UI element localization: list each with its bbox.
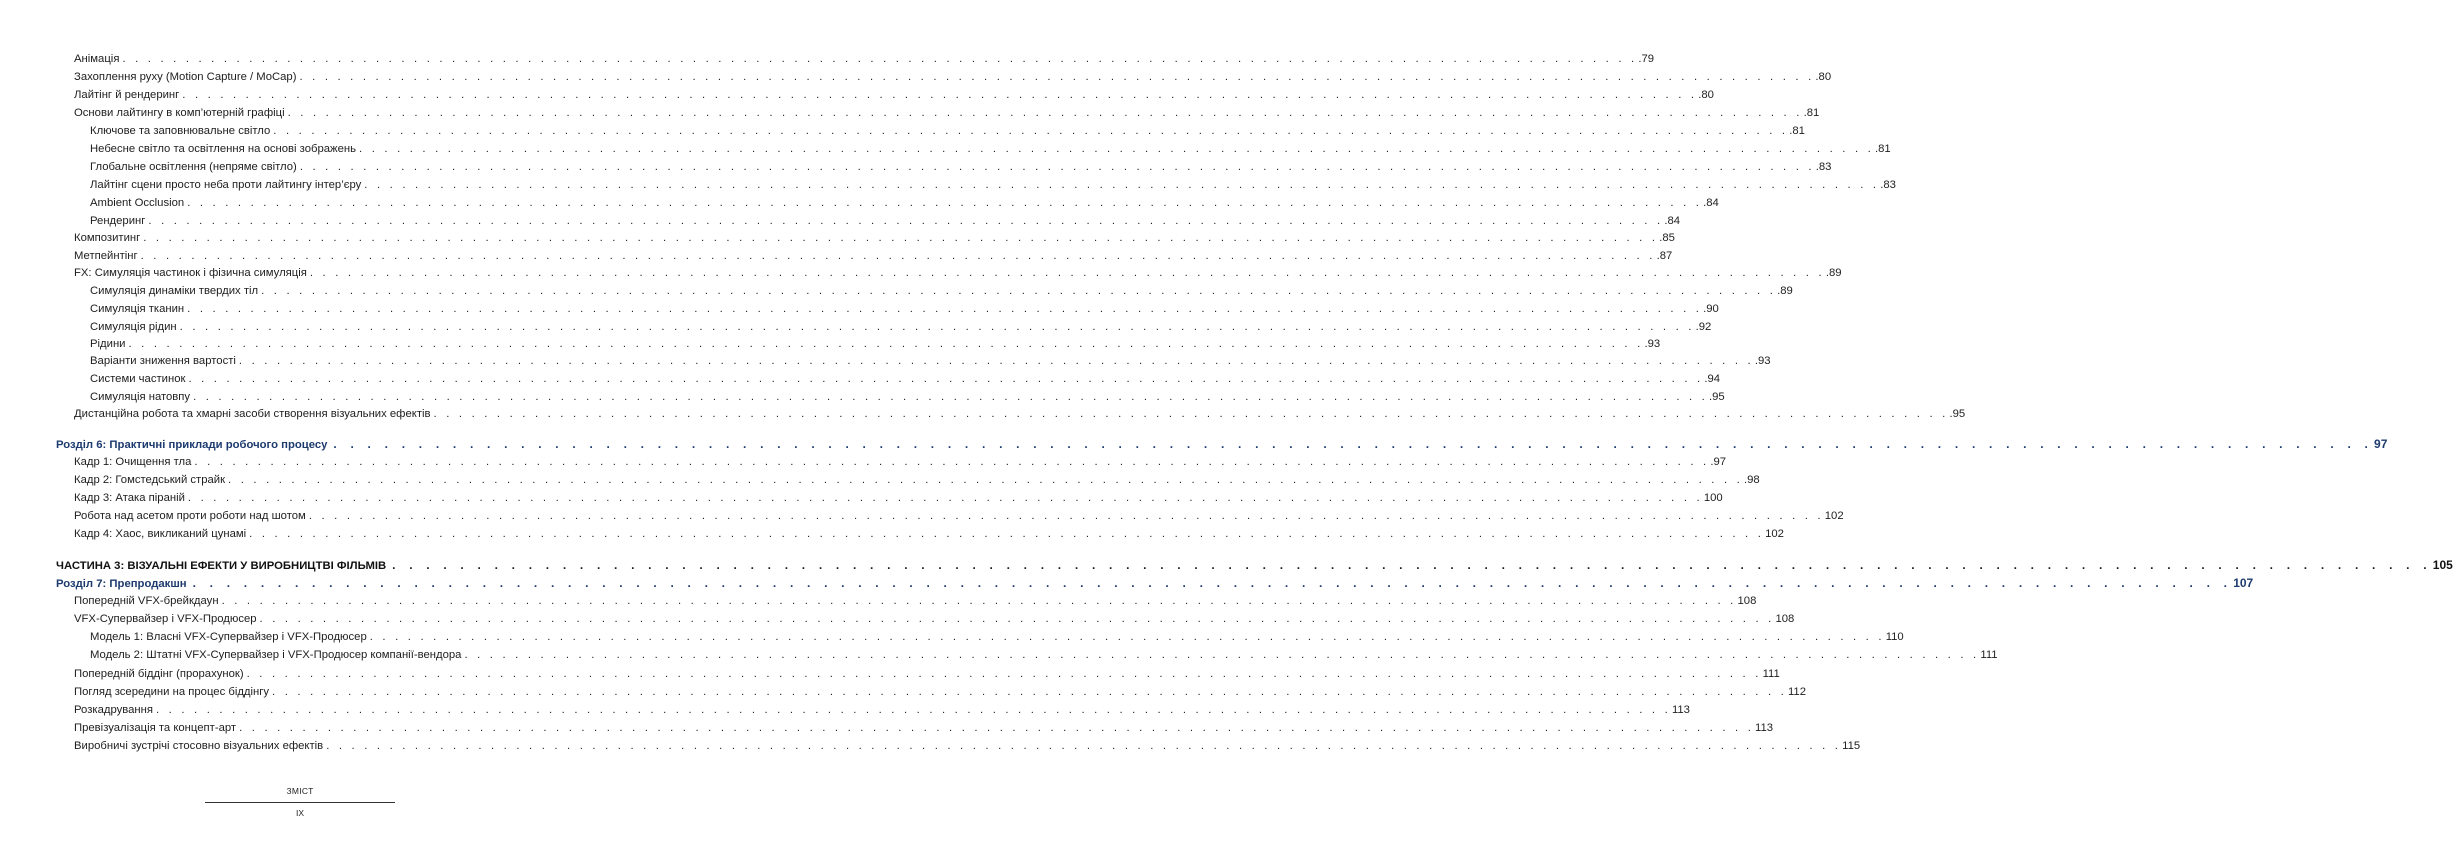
toc-entry-title: Виробничі зустрічі стосовно візуальних ефектів xyxy=(74,740,324,752)
toc-page-number: .81 xyxy=(1874,143,1891,155)
dot-leader: . . . . . . . . . . . . . . . . . . . . . . . . . . . . . . . . . . . . . . . . . . . . . . . . . . . . . . . . . . . . . . . . . . . . . . . . . . . . . . . . . . . . . . . . . . . . . . . . . . . . . . . . . . . . . . . . . . . . . . . . xyxy=(187,197,1703,209)
toc-entry xyxy=(74,407,1966,422)
toc-page-number: .98 xyxy=(1743,474,1760,486)
dot-leader: . . . . . . . . . . . . . . . . . . . . . . . . . . . . . . . . . . . . . . . . . . . . . . . . . . . . . . . . . . . . . . . . . . . . . . . . . . . . . . . . . . . . . . . . . . . . . . . . . . . . . . . . . . . . . . . . . . . . . . . . xyxy=(392,558,2432,572)
toc-entry xyxy=(74,473,1760,488)
dot-leader: . . . . . . . . . . . . . . . . . . . . . . . . . . . . . . . . . . . . . . . . . . . . . . . . . . . . . . . . . . . . . . . . . . . . . . . . . . . . . . . . . . . . . . . . . . . . . . . . . . . . . . . . . . . . . . . . . . . . . . . . xyxy=(128,338,1644,350)
toc-page-number: 113 xyxy=(1671,704,1690,716)
toc-entry-title: Дистанційна робота та хмарні засоби створення візуальних ефектів xyxy=(74,408,431,420)
toc-page-number: 111 xyxy=(1762,668,1780,680)
dot-leader: . . . . . . . . . . . . . . . . . . . . . . . . . . . . . . . . . . . . . . . . . . . . . . . . . . . . . . . . . . . . . . . . . . . . . . . . . . . . . . . . . . . . . . . . . . . . . . . . . . . . . . . . . . . . . . . . . . . . . . . . xyxy=(238,355,1754,367)
dot-leader: . . . . . . . . . . . . . . . . . . . . . . . . . . . . . . . . . . . . . . . . . . . . . . . . . . . . . . . . . . . . . . . . . . . . . . . . . . . . . . . . . . . . . . . . . . . . . . . . . . . . . . . . . . . . . . . . . . . . . . . . xyxy=(299,161,1815,173)
toc-page-number: .81 xyxy=(1803,107,1820,119)
toc-page-number: .81 xyxy=(1789,125,1805,137)
toc-entry-title: Попередній біддінг (прорахунок) xyxy=(74,668,244,680)
toc-entry-title: Модель 2: Штатні VFX-Супервайзер і VFX-Продюсер компанії-вендора xyxy=(90,649,462,661)
toc-page-number: 108 xyxy=(1775,613,1795,625)
toc-entry xyxy=(90,214,1681,229)
toc-entry xyxy=(74,703,1690,718)
dot-leader: . . . . . . . . . . . . . . . . . . . . . . . . . . . . . . . . . . . . . . . . . . . . . . . . . . . . . . . . . . . . . . . . . . . . . . . . . . . . . . . . . . . . . . . . . . . . . . . . . . . . . . . . . . . . . . . . . . . . . . . . xyxy=(309,267,1825,279)
toc-entry xyxy=(90,124,1805,139)
toc-page-number: 113 xyxy=(1755,722,1774,734)
toc-entry-title: Метпейнтінг xyxy=(74,250,138,262)
toc-entry xyxy=(90,178,1896,193)
toc-page-number: .87 xyxy=(1656,250,1673,262)
toc-entry-title: Кадр 2: Гомстедський страйк xyxy=(74,474,226,486)
toc-entry xyxy=(74,491,1723,506)
toc-entry-title: ЧАСТИНА 3: ВІЗУАЛЬНІ ЕФЕКТИ У ВИРОБНИЦТВІ ФІЛЬМІВ xyxy=(56,560,387,572)
dot-leader: . . . . . . . . . . . . . . . . . . . . . . . . . . . . . . . . . . . . . . . . . . . . . . . . . . . . . . . . . . . . . . . . . . . . . . . . . . . . . . . . . . . . . . . . . . . . . . . . . . . . . . . . . . . . . . . . . . . . . . . . xyxy=(228,474,1743,486)
dot-leader: . . . . . . . . . . . . . . . . . . . . . . . . . . . . . . . . . . . . . . . . . . . . . . . . . . . . . . . . . . . . . . . . . . . . . . . . . . . . . . . . . . . . . . . . . . . . . . . . . . . . . . . . . . . . . . . . . . . . . . . . xyxy=(148,215,1664,227)
toc-entry xyxy=(74,721,1774,736)
toc-entry-title: Ambient Occlusion xyxy=(90,197,185,209)
toc-entry-title: Симуляція рідин xyxy=(90,321,177,333)
toc-entry-title: Рідини xyxy=(90,338,126,350)
dot-leader: . . . . . . . . . . . . . . . . . . . . . . . . . . . . . . . . . . . . . . . . . . . . . . . . . . . . . . . . . . . . . . . . . . . . . . . . . . . . . . . . . . . . . . . . . . . . . . . . . . . . . . . . . . . . . . . . . . . . . . . . xyxy=(326,740,1842,752)
toc-entry-title: Розділ 6: Практичні приклади робочого процесу xyxy=(56,439,328,451)
toc-entry-title: Захоплення руху (Motion Capture / MoCap) xyxy=(74,71,297,83)
dot-leader: . . . . . . . . . . . . . . . . . . . . . . . . . . . . . . . . . . . . . . . . . . . . . . . . . . . . . . . . . . . . . . . . . . . . . . . . . . . . . . . . . . . . . . . . . . . . . . . . . . . . . . . . . . . . . . . . . . . . . . . . xyxy=(272,686,1787,698)
toc-entry-title: Основи лайтингу в комп’ютерній графіці xyxy=(74,107,285,119)
toc-entry xyxy=(90,337,1661,352)
toc-entry xyxy=(74,612,1795,627)
toc-entry-title: Рендеринг xyxy=(90,215,146,227)
toc-page-number: 107 xyxy=(2233,576,2254,590)
folio-page-number: IX xyxy=(295,808,305,818)
toc-page-number: .84 xyxy=(1664,215,1681,227)
dot-leader: . . . . . . . . . . . . . . . . . . . . . . . . . . . . . . . . . . . . . . . . . . . . . . . . . . . . . . . . . . . . . . . . . . . . . . . . . . . . . . . . . . . . . . . . . . . . . . . . . . . . . . . . . . . . . . . . . . . . . . . . xyxy=(364,179,1880,191)
toc-page-number: 97 xyxy=(2374,437,2388,451)
toc-entry xyxy=(90,390,1725,405)
toc-page-number: .92 xyxy=(1695,321,1712,333)
toc-entry-title: Симуляція натовпу xyxy=(90,391,191,403)
toc-page-number: .95 xyxy=(1709,391,1725,403)
toc-page-number: 111 xyxy=(1980,649,1998,661)
dot-leader: . . . . . . . . . . . . . . . . . . . . . . . . . . . . . . . . . . . . . . . . . . . . . . . . . . . . . . . . . . . . . . . . . . . . . . . . . . . . . . . . . . . . . . . . . . . . . . . . . . . . . . . . . . . . . . . . . . . . . . . . xyxy=(140,250,1656,262)
toc-page-number: 102 xyxy=(1824,510,1844,522)
toc-page-number: 115 xyxy=(1842,740,1861,752)
toc-entry-title: Кадр 1: Очищення тла xyxy=(74,456,192,468)
dot-leader: . . . . . . . . . . . . . . . . . . . . . . . . . . . . . . . . . . . . . . . . . . . . . . . . . . . . . . . . . . . . . . . . . . . . . . . . . . . . . . . . . . . . . . . . . . . . . . . . . . . . . . . . . . . . . . . . . . . . . . . . xyxy=(188,373,1704,385)
toc-entry xyxy=(74,52,1655,67)
toc-page-number: .85 xyxy=(1659,232,1675,244)
toc-entry-title: Варіанти зниження вартості xyxy=(90,355,236,367)
toc-page-number: 100 xyxy=(1703,492,1723,504)
toc-page-number: .83 xyxy=(1880,179,1896,191)
toc-entry-title: Попередній VFX-брейкдаун xyxy=(74,595,219,607)
toc-page-number: 110 xyxy=(1885,631,1904,643)
toc-page-number: .93 xyxy=(1754,355,1771,367)
toc-entry-title: Лайтінг сцени просто неба проти лайтингу інтер’єру xyxy=(90,179,362,191)
toc-entry-title: Системи частинок xyxy=(90,373,186,385)
toc-entry-title: Кадр 3: Атака піраній xyxy=(74,492,185,504)
dot-leader: . . . . . . . . . . . . . . . . . . . . . . . . . . . . . . . . . . . . . . . . . . . . . . . . . . . . . . . . . . . . . . . . . . . . . . . . . . . . . . . . . . . . . . . . . . . . . . . . . . . . . . . . . . . . . . . . . . . . . . . . xyxy=(221,595,1737,607)
dot-leader: . . . . . . . . . . . . . . . . . . . . . . . . . . . . . . . . . . . . . . . . . . . . . . . . . . . . . . . . . . . . . . . . . . . . . . . . . . . . . . . . . . . . . . . . . . . . . . . . . . . . . . . . . . . . . . . . . . . . . . . . xyxy=(239,722,1755,734)
dot-leader: . . . . . . . . . . . . . . . . . . . . . . . . . . . . . . . . . . . . . . . . . . . . . . . . . . . . . . . . . . . . . . . . . . . . . . . . . . . . . . . . . . . . . . . . . . . . . . . . . . . . . . . . . . . . . . . . . . . . . . . . xyxy=(246,668,1762,680)
dot-leader: . . . . . . . . . . . . . . . . . . . . . . . . . . . . . . . . . . . . . . . . . . . . . . . . . . . . . . . . . . . . . . . . . . . . . . . . . . . . . . . . . . . . . . . . . . . . . . . . . . . . . . . . . . . . . . . . . . . . . . . . xyxy=(464,649,1980,661)
toc-entry xyxy=(90,142,1891,157)
toc-entry-title: Кадр 4: Хаос, викликаний цунамі xyxy=(74,528,247,540)
toc-page-number: 102 xyxy=(1765,528,1784,540)
toc-page-number: .89 xyxy=(1777,285,1793,297)
dot-leader: . . . . . . . . . . . . . . . . . . . . . . . . . . . . . . . . . . . . . . . . . . . . . . . . . . . . . . . . . . . . . . . . . . . . . . . . . . . . . . . . . . . . . . . . . . . . . . . . . . . . . . . . . . . . . . . . . . . . . . . . xyxy=(187,303,1703,315)
dot-leader: . . . . . . . . . . . . . . . . . . . . . . . . . . . . . . . . . . . . . . . . . . . . . . . . . . . . . . . . . . . . . . . . . . . . . . . . . . . . . . . . . . . . . . . . . . . . . . . . . . . . . . . . . . . . . . . . . . . . . . . . xyxy=(122,53,1638,65)
dot-leader: . . . . . . . . . . . . . . . . . . . . . . . . . . . . . . . . . . . . . . . . . . . . . . . . . . . . . . . . . . . . . . . . . . . . . . . . . . . . . . . . . . . . . . . . . . . . . . . . . . . . . . . . . . . . . . . . . . . . . . . . xyxy=(369,631,1885,643)
toc-entry xyxy=(74,266,1842,281)
toc-entry-title: Симуляція тканин xyxy=(90,303,185,315)
dot-leader: . . . . . . . . . . . . . . . . . . . . . . . . . . . . . . . . . . . . . . . . . . . . . . . . . . . . . . . . . . . . . . . . . . . . . . . . . . . . . . . . . . . . . . . . . . . . . . . . . . . . . . . . . . . . . . . . . . . . . . . . xyxy=(273,125,1789,137)
toc-entry xyxy=(90,630,1904,645)
toc-entry xyxy=(90,372,1721,387)
toc-entry-title: Погляд зсередини на процес біддінгу xyxy=(74,686,270,698)
toc-page-number: .80 xyxy=(1698,89,1714,101)
toc-page-number: .83 xyxy=(1815,161,1832,173)
toc-page-number: 112 xyxy=(1787,686,1806,698)
dot-leader: . . . . . . . . . . . . . . . . . . . . . . . . . . . . . . . . . . . . . . . . . . . . . . . . . . . . . . . . . . . . . . . . . . . . . . . . . . . . . . . . . . . . . . . . . . . . . . . . . . . . . . . . . . . . . . . . . . . . . . . . xyxy=(193,391,1709,403)
toc-entry-title: FX: Симуляція частинок і фізична симуляція xyxy=(74,267,307,279)
toc-chapter-heading xyxy=(56,437,2388,453)
toc-entry xyxy=(74,455,1727,470)
dot-leader: . . . . . . . . . . . . . . . . . . . . . . . . . . . . . . . . . . . . . . . . . . . . . . . . . . . . . . . . . . . . . . . . . . . . . . . . . . . . . . . . . . . . . . . . . . . . . . . . . . . . . . . . . . . . . . . . . . . . . . . . xyxy=(259,613,1775,625)
toc-entry-title: Превізуалізація та концепт-арт xyxy=(74,722,237,734)
toc-page-number: .89 xyxy=(1825,267,1842,279)
toc-entry xyxy=(74,594,1757,609)
footer-divider xyxy=(205,802,395,803)
toc-page-number: .90 xyxy=(1703,303,1719,315)
dot-leader: . . . . . . . . . . . . . . . . . . . . . . . . . . . . . . . . . . . . . . . . . . . . . . . . . . . . . . . . . . . . . . . . . . . . . . . . . . . . . . . . . . . . . . . . . . . . . . . . . . . . . . . . . . . . . . . . . . . . . . . . xyxy=(299,71,1815,83)
toc-entry xyxy=(90,320,1712,335)
toc-entry xyxy=(90,354,1771,369)
toc-entry xyxy=(74,667,1780,682)
dot-leader: . . . . . . . . . . . . . . . . . . . . . . . . . . . . . . . . . . . . . . . . . . . . . . . . . . . . . . . . . . . . . . . . . . . . . . . . . . . . . . . . . . . . . . . . . . . . . . . . . . . . . . . . . . . . . . . . . . . . . . . . xyxy=(333,437,2374,451)
toc-entry-title: Модель 1: Власні VFX-Супервайзер і VFX-Продюсер xyxy=(90,631,367,643)
toc-entry xyxy=(74,106,1820,121)
dot-leader: . . . . . . . . . . . . . . . . . . . . . . . . . . . . . . . . . . . . . . . . . . . . . . . . . . . . . . . . . . . . . . . . . . . . . . . . . . . . . . . . . . . . . . . . . . . . . . . . . . . . . . . . . . . . . . . . . . . . . . . . xyxy=(249,528,1765,540)
toc-entry xyxy=(74,527,1784,542)
toc-entry-title: Анімація xyxy=(74,53,120,65)
toc-entry xyxy=(74,231,1675,246)
toc-entry xyxy=(90,160,1832,175)
toc-entry xyxy=(74,249,1673,264)
toc-entry-title: Розкадрування xyxy=(74,704,153,716)
toc-entry xyxy=(74,685,1806,700)
toc-entry-title: Ключове та заповнювальне світло xyxy=(90,125,271,137)
running-footer-title: ЗМІСТ xyxy=(286,786,314,796)
dot-leader: . . . . . . . . . . . . . . . . . . . . . . . . . . . . . . . . . . . . . . . . . . . . . . . . . . . . . . . . . . . . . . . . . . . . . . . . . . . . . . . . . . . . . . . . . . . . . . . . . . . . . . . . . . . . . . . . . . . . . . . . xyxy=(192,576,2233,590)
dot-leader: . . . . . . . . . . . . . . . . . . . . . . . . . . . . . . . . . . . . . . . . . . . . . . . . . . . . . . . . . . . . . . . . . . . . . . . . . . . . . . . . . . . . . . . . . . . . . . . . . . . . . . . . . . . . . . . . . . . . . . . . xyxy=(308,510,1824,522)
toc-entry-title: Розділ 7: Препродакшн xyxy=(56,578,187,590)
toc-entry-title: Лайтінг й рендеринг xyxy=(74,89,180,101)
toc-entry-title: Композитинг xyxy=(74,232,141,244)
dot-leader: . . . . . . . . . . . . . . . . . . . . . . . . . . . . . . . . . . . . . . . . . . . . . . . . . . . . . . . . . . . . . . . . . . . . . . . . . . . . . . . . . . . . . . . . . . . . . . . . . . . . . . . . . . . . . . . . . . . . . . . . xyxy=(287,107,1803,119)
toc-entry-title: Робота над асетом проти роботи над шотом xyxy=(74,510,306,522)
dot-leader: . . . . . . . . . . . . . . . . . . . . . . . . . . . . . . . . . . . . . . . . . . . . . . . . . . . . . . . . . . . . . . . . . . . . . . . . . . . . . . . . . . . . . . . . . . . . . . . . . . . . . . . . . . . . . . . . . . . . . . . . xyxy=(433,408,1949,420)
toc-page-number: 108 xyxy=(1737,595,1757,607)
dot-leader: . . . . . . . . . . . . . . . . . . . . . . . . . . . . . . . . . . . . . . . . . . . . . . . . . . . . . . . . . . . . . . . . . . . . . . . . . . . . . . . . . . . . . . . . . . . . . . . . . . . . . . . . . . . . . . . . . . . . . . . . xyxy=(359,143,1874,155)
toc-entry xyxy=(74,88,1714,103)
dot-leader: . . . . . . . . . . . . . . . . . . . . . . . . . . . . . . . . . . . . . . . . . . . . . . . . . . . . . . . . . . . . . . . . . . . . . . . . . . . . . . . . . . . . . . . . . . . . . . . . . . . . . . . . . . . . . . . . . . . . . . . . xyxy=(261,285,1777,297)
dot-leader: . . . . . . . . . . . . . . . . . . . . . . . . . . . . . . . . . . . . . . . . . . . . . . . . . . . . . . . . . . . . . . . . . . . . . . . . . . . . . . . . . . . . . . . . . . . . . . . . . . . . . . . . . . . . . . . . . . . . . . . . xyxy=(187,492,1703,504)
dot-leader: . . . . . . . . . . . . . . . . . . . . . . . . . . . . . . . . . . . . . . . . . . . . . . . . . . . . . . . . . . . . . . . . . . . . . . . . . . . . . . . . . . . . . . . . . . . . . . . . . . . . . . . . . . . . . . . . . . . . . . . . xyxy=(182,89,1698,101)
toc-page-number: .94 xyxy=(1704,373,1721,385)
toc-page-number: .95 xyxy=(1949,408,1966,420)
toc-entry-title: Симуляція динаміки твердих тіл xyxy=(90,285,259,297)
toc-entry xyxy=(90,196,1719,211)
toc-entry xyxy=(90,648,1998,663)
toc-page-number: .79 xyxy=(1638,53,1655,65)
toc-entry xyxy=(90,302,1719,317)
toc-page-number: .93 xyxy=(1644,338,1661,350)
toc-entry-title: Небесне світло та освітлення на основі зображень xyxy=(90,143,357,155)
toc-entry xyxy=(74,739,1861,754)
toc-entry xyxy=(74,70,1832,85)
toc-page-number: .80 xyxy=(1815,71,1832,83)
dot-leader: . . . . . . . . . . . . . . . . . . . . . . . . . . . . . . . . . . . . . . . . . . . . . . . . . . . . . . . . . . . . . . . . . . . . . . . . . . . . . . . . . . . . . . . . . . . . . . . . . . . . . . . . . . . . . . . . . . . . . . . . xyxy=(194,456,1710,468)
toc-entry xyxy=(90,284,1793,299)
toc-page-number: 105 xyxy=(2432,558,2453,572)
toc-page-number: .84 xyxy=(1703,197,1719,209)
toc-entry-title: VFX-Супервайзер і VFX-Продюсер xyxy=(74,613,257,625)
dot-leader: . . . . . . . . . . . . . . . . . . . . . . . . . . . . . . . . . . . . . . . . . . . . . . . . . . . . . . . . . . . . . . . . . . . . . . . . . . . . . . . . . . . . . . . . . . . . . . . . . . . . . . . . . . . . . . . . . . . . . . . . xyxy=(156,704,1671,716)
toc-entry-title: Глобальне освітлення (непряме світло) xyxy=(90,161,297,173)
toc-entry xyxy=(74,509,1844,524)
toc-part-heading xyxy=(56,558,2453,574)
toc-chapter-heading xyxy=(56,576,2254,592)
dot-leader: . . . . . . . . . . . . . . . . . . . . . . . . . . . . . . . . . . . . . . . . . . . . . . . . . . . . . . . . . . . . . . . . . . . . . . . . . . . . . . . . . . . . . . . . . . . . . . . . . . . . . . . . . . . . . . . . . . . . . . . . xyxy=(143,232,1659,244)
toc-page-number: .97 xyxy=(1710,456,1727,468)
dot-leader: . . . . . . . . . . . . . . . . . . . . . . . . . . . . . . . . . . . . . . . . . . . . . . . . . . . . . . . . . . . . . . . . . . . . . . . . . . . . . . . . . . . . . . . . . . . . . . . . . . . . . . . . . . . . . . . . . . . . . . . . xyxy=(179,321,1695,333)
